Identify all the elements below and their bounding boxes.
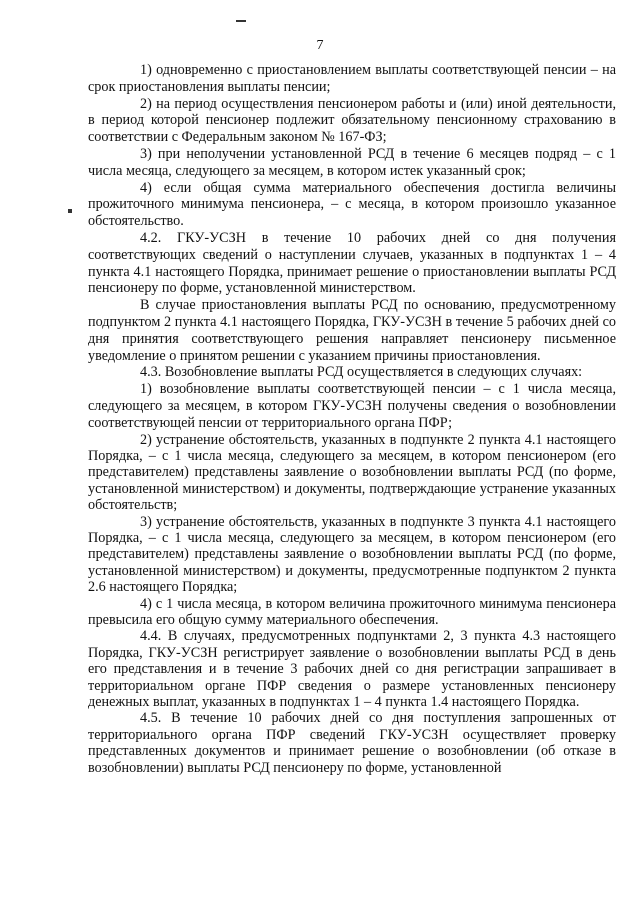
paragraph-4-3-item-2: 2) устранение обстоятельств, указанных в подпункте 2 пункта 4.1 настоящего Порядка, – с 1 числа месяца, следующего за месяцем, в котором пенсионером (его представителем) представлены заявление о возобновлении выплаты РСД (по форме, установленной министерством) и документы, подтверждающие устранение указанных обстоятельств; (88, 431, 616, 514)
paragraph-4-5: 4.5. В течение 10 рабочих дней со дня поступления запрошенных от территориального органа ПФР сведений ГКУ-УСЗН осуществляет проверку представленных документов и принимает решение о возобновлении (об отказе в возобновлении) выплаты РСД пенсионеру по форме, установленной (88, 710, 616, 776)
document-body (88, 62, 616, 776)
page-number: 7 (316, 38, 324, 53)
paragraph-4-3-item-1: 1) возобновление выплаты соответствующей пенсии – с 1 числа месяца, следующего за месяцем, в котором ГКУ-УСЗН получены сведения о возобновлении соответствующей пенсии от территориального органа ПФР; (88, 381, 616, 431)
paragraph-4-1-item-4: 4) если общая сумма материального обеспечения достигла величины прожиточного минимума пенсионера, – с месяца, в котором произошло указанное обстоятельство. (88, 179, 616, 230)
paragraph-4-3-item-4: 4) с 1 числа месяца, в котором величина прожиточного минимума пенсионера превысила его общую сумму материального обеспечения. (88, 595, 616, 628)
paragraph-4-1-item-2: 2) на период осуществления пенсионером работы и (или) иной деятельности, в период которой пенсионер подлежит обязательному пенсионному страхованию в соответствии с Федеральным законом № 167-ФЗ; (88, 95, 616, 146)
scan-mark (236, 20, 246, 22)
paragraph-4-1-item-3: 3) при неполучении установленной РСД в течение 6 месяцев подряд – с 1 числа месяца, следующего за месяцем, в котором истек указанный срок; (88, 145, 616, 179)
paragraph-4-1-item-1: 1) одновременно с приостановлением выплаты соответствующей пенсии – на срок приостановления выплаты пенсии; (88, 62, 616, 95)
paragraph-4-2: 4.2. ГКУ-УСЗН в течение 10 рабочих дней со дня получения соответствующих сведений о наступлении случаев, указанных в подпунктах 1 – 4 пункта 4.1 настоящего Порядка, принимает решение о приостановлении выплаты РСД пенсионеру по форме, установленной министерством. (88, 229, 616, 297)
paragraph-4-2-notification: В случае приостановления выплаты РСД по основанию, предусмотренному подпунктом 2 пункта 4.1 настоящего Порядка, ГКУ-УСЗН в течение 5 рабочих дней со дня принятия соответствующего решения направляет пенсионеру письменное уведомление о принятом решении с указанием причины приостановления. (88, 297, 616, 364)
scan-mark (68, 209, 72, 213)
paragraph-4-3-item-3: 3) устранение обстоятельств, указанных в подпункте 3 пункта 4.1 настоящего Порядка, – с 1 числа месяца, следующего за месяцем, в котором пенсионером (его представителем) представлены заявление о возобновлении выплаты РСД (по форме, установленной министерством) и документы, предусмотренные подпунктом 2 пункта 2.6 настоящего Порядка; (88, 513, 616, 596)
paragraph-4-4: 4.4. В случаях, предусмотренных подпунктами 2, 3 пункта 4.3 настоящего Порядка, ГКУ-УСЗН регистрирует заявление о возобновлении выплаты РСД в день его представления и в течение 3 рабочих дней со дня регистрации запрашивает в территориальном органе ПФР сведения о размере установленных пенсионеру денежных выплат, указанных в подпунктах 1 – 4 пункта 1.4 настоящего Порядка. (88, 628, 616, 711)
paragraph-4-3: 4.3. Возобновление выплаты РСД осуществляется в следующих случаях: (140, 364, 583, 381)
